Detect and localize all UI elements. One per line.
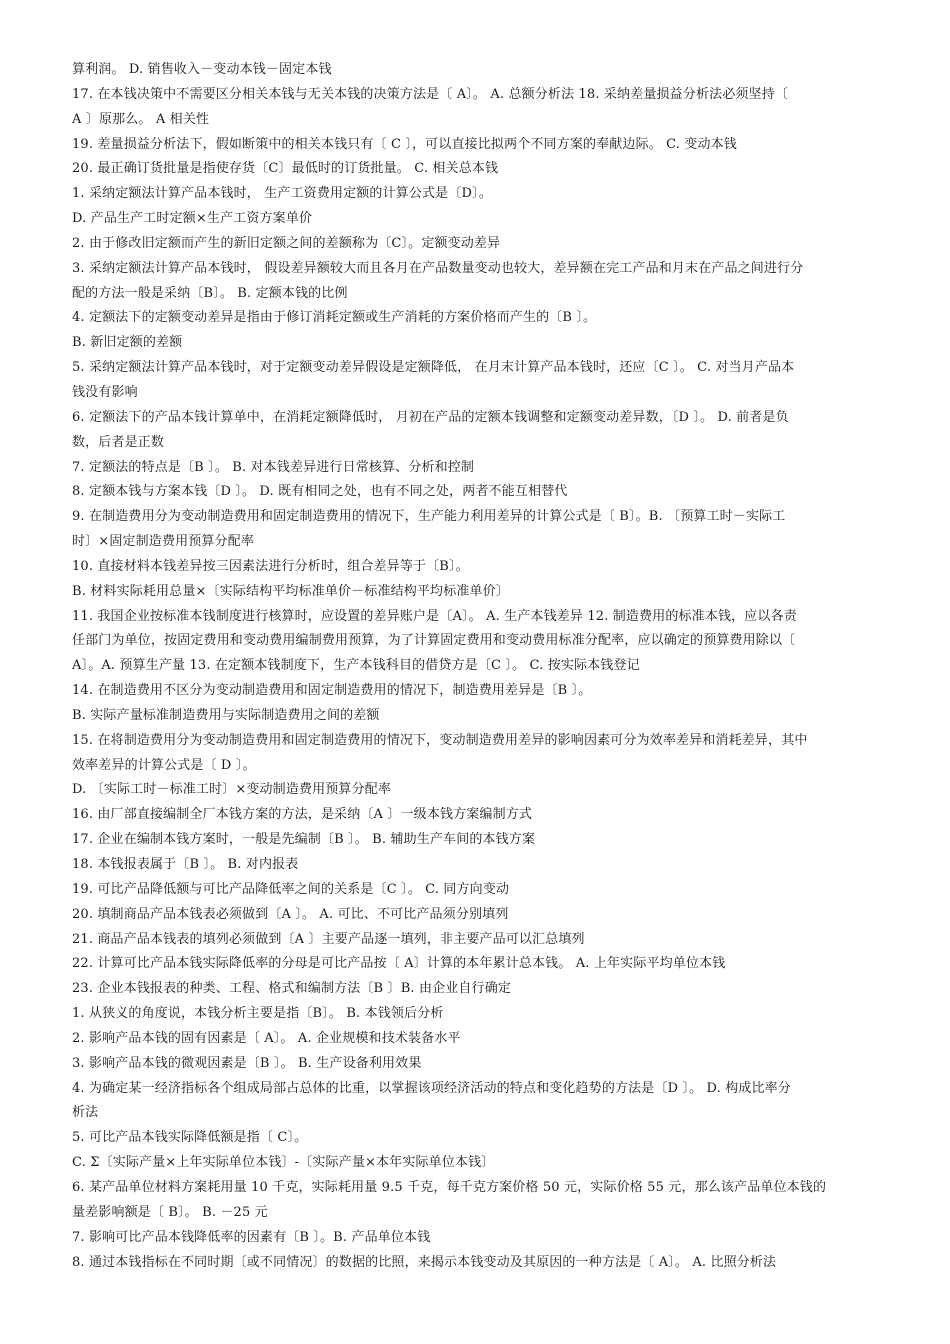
text-line: 22. 计算可比产品本钱实际降低率的分母是可比产品按〔 A〕计算的本年累计总本钱。 A. 上年实际平均单位本钱 (72, 956, 726, 972)
text-line: 21. 商品产品本钱表的填列必须做到〔A 〕主要产品逐一填列，非主要产品可以汇总填列 (72, 931, 585, 947)
text-line: 10. 直接材料本钱差异按三因素法进行分析时，组合差异等于〔B〕。 (72, 558, 469, 574)
text-line: 8. 通过本钱指标在不同时期〔或不同情况〕的数据的比照，来揭示本钱变动及其原因的一种方法是〔 A〕。 A. 比照分析法 (72, 1254, 777, 1270)
text-line: 5. 采纳定额法计算产品本钱时，对于定额变动差异假设是定额降低， 在月末计算产品本钱时，还应〔C 〕。 C. 对当月产品本 (72, 360, 795, 376)
text-line: 19. 可比产品降低额与可比产品降低率之间的关系是〔C 〕。 C. 同方向变动 (72, 881, 510, 897)
text-line: 20. 填制商品产品本钱表必须做到〔A 〕。 A. 可比、不可比产品须分别填列 (72, 906, 509, 922)
text-line: 7. 定额法的特点是〔B 〕。 B. 对本钱差异进行日常核算、分析和控制 (72, 459, 475, 475)
text-line: 6. 定额法下的产品本钱计算单中，在消耗定额降低时， 月初在产品的定额本钱调整和定额变动差异数，〔D 〕。 D. 前者是负 (72, 409, 789, 425)
text-line: 钱没有影响 (72, 384, 138, 400)
text-line: 20. 最正确订货批量是指使存货〔C〕最低时的订货批量。 C. 相关总本钱 (72, 161, 499, 177)
text-line: 17. 企业在编制本钱方案时，一般是先编制〔B 〕。 B. 辅助生产车间的本钱方案 (72, 832, 536, 848)
text-line: 时〕×固定制造费用预算分配率 (72, 534, 254, 550)
text-line: 量差影响额是〔 B〕。 B. －25 元 (72, 1204, 268, 1220)
text-line: 2. 影响产品本钱的固有因素是〔 A〕。 A. 企业规模和技术装备水平 (72, 1030, 461, 1046)
text-line: 1. 从狭义的角度说，本钱分析主要是指〔B〕。 B. 本钱领后分析 (72, 1006, 444, 1022)
text-line: A〕。A. 预算生产量 13. 在定额本钱制度下，生产本钱科目的借贷方是〔C 〕。 C. 按实际本钱登记 (72, 658, 640, 674)
text-line: 19. 差量损益分析法下，假如断策中的相关本钱只有〔 C 〕，可以直接比拟两个不同方案的奉献边际。 C. 变动本钱 (72, 136, 737, 152)
text-line: 15. 在将制造费用分为变动制造费用和固定制造费用的情况下，变动制造费用差异的影响因素可分为效率差异和消耗差异，其中 (72, 732, 808, 748)
text-line: 9. 在制造费用分为变动制造费用和固定制造费用的情况下，生产能力利用差异的计算公式是〔 B〕。B. 〔预算工时－实际工 (72, 509, 786, 525)
text-line: 效率差异的计算公式是〔 D 〕。 (72, 757, 256, 773)
text-line: A 〕原那么。 A 相关性 (72, 111, 210, 127)
text-line: 析法 (72, 1105, 99, 1121)
text-line: 6. 某产品单位材料方案耗用量 10 千克，实际耗用量 9.5 千克，每千克方案价格 50 元，实际价格 55 元，那么该产品单位本钱的 (72, 1179, 827, 1195)
text-line: 数，后者是正数 (72, 434, 165, 450)
text-line: 5. 可比产品本钱实际降低额是指〔 C〕。 (72, 1130, 308, 1146)
text-line: 任部门为单位，按固定费用和变动费用编制费用预算，为了计算固定费用和变动费用标准分配率，应以确定的预算费用除以〔 (72, 633, 796, 649)
text-line: 4. 定额法下的定额变动差异是指由于修订消耗定额或生产消耗的方案价格而产生的〔B 〕。 (72, 310, 597, 326)
text-line: B. 实际产量标准制造费用与实际制造费用之间的差额 (72, 707, 380, 723)
text-line: 4. 为确定某一经济指标各个组成局部占总体的比重，以掌握该项经济活动的特点和变化趋势的方法是〔D 〕。 D. 构成比率分 (72, 1080, 791, 1096)
text-line: D. 产品生产工时定额×生产工资方案单价 (72, 211, 313, 227)
text-line: 算利润。 D. 销售收入－变动本钱－固定本钱 (72, 62, 332, 77)
text-line: 17. 在本钱决策中不需要区分相关本钱与无关本钱的决策方法是〔 A〕。 A. 总额分析法 18. 采纳差量损益分析法必须坚持〔 (72, 86, 789, 102)
text-line: 11. 我国企业按标准本钱制度进行核算时，应设置的差异账户是〔A〕。 A. 生产本钱差异 12. 制造费用的标准本钱，应以各责 (72, 608, 797, 624)
text-line: 8. 定额本钱与方案本钱〔D 〕。 D. 既有相同之处，也有不同之处，两者不能互相替代 (72, 484, 568, 500)
text-line: 18. 本钱报表属于〔B 〕。 B. 对内报表 (72, 857, 299, 872)
text-line: B. 材料实际耗用总量×〔实际结构平均标准单价－标准结构平均标准单价〕 (72, 583, 509, 599)
text-line: 配的方法一般是采纳〔B〕。 B. 定额本钱的比例 (72, 285, 348, 301)
text-line: 1. 采纳定额法计算产品本钱时， 生产工资费用定额的计算公式是〔D〕。 (72, 186, 492, 202)
text-line: 16. 由厂部直接编制全厂本钱方案的方法，是采纳〔A 〕一级本钱方案编制方式 (72, 807, 533, 823)
text-line: 3. 采纳定额法计算产品本钱时， 假设差异额较大而且各月在产品数量变动也较大，差异额在完工产品和月末在产品之间进行分 (72, 260, 804, 276)
text-line: 7. 影响可比产品本钱降低率的因素有〔B 〕。B. 产品单位本钱 (72, 1229, 431, 1245)
text-line: 23. 企业本钱报表的种类、工程、格式和编制方法〔B 〕B. 由企业自行确定 (72, 981, 512, 997)
text-line: C. Σ〔实际产量×上年实际单位本钱〕-〔实际产量×本年实际单位本钱〕 (72, 1155, 495, 1171)
text-line: B. 新旧定额的差额 (72, 335, 183, 351)
text-line: 3. 影响产品本钱的微观因素是〔B 〕。 B. 生产设备利用效果 (72, 1055, 422, 1071)
text-line: 14. 在制造费用不区分为变动制造费用和固定制造费用的情况下，制造费用差异是〔B 〕。 (72, 683, 592, 699)
text-line: D. 〔实际工时－标准工时〕×变动制造费用预算分配率 (72, 782, 392, 798)
document-page (72, 58, 878, 1275)
text-line: 2. 由于修改旧定额而产生的新旧定额之间的差额称为〔C〕。定额变动差异 (72, 235, 501, 251)
